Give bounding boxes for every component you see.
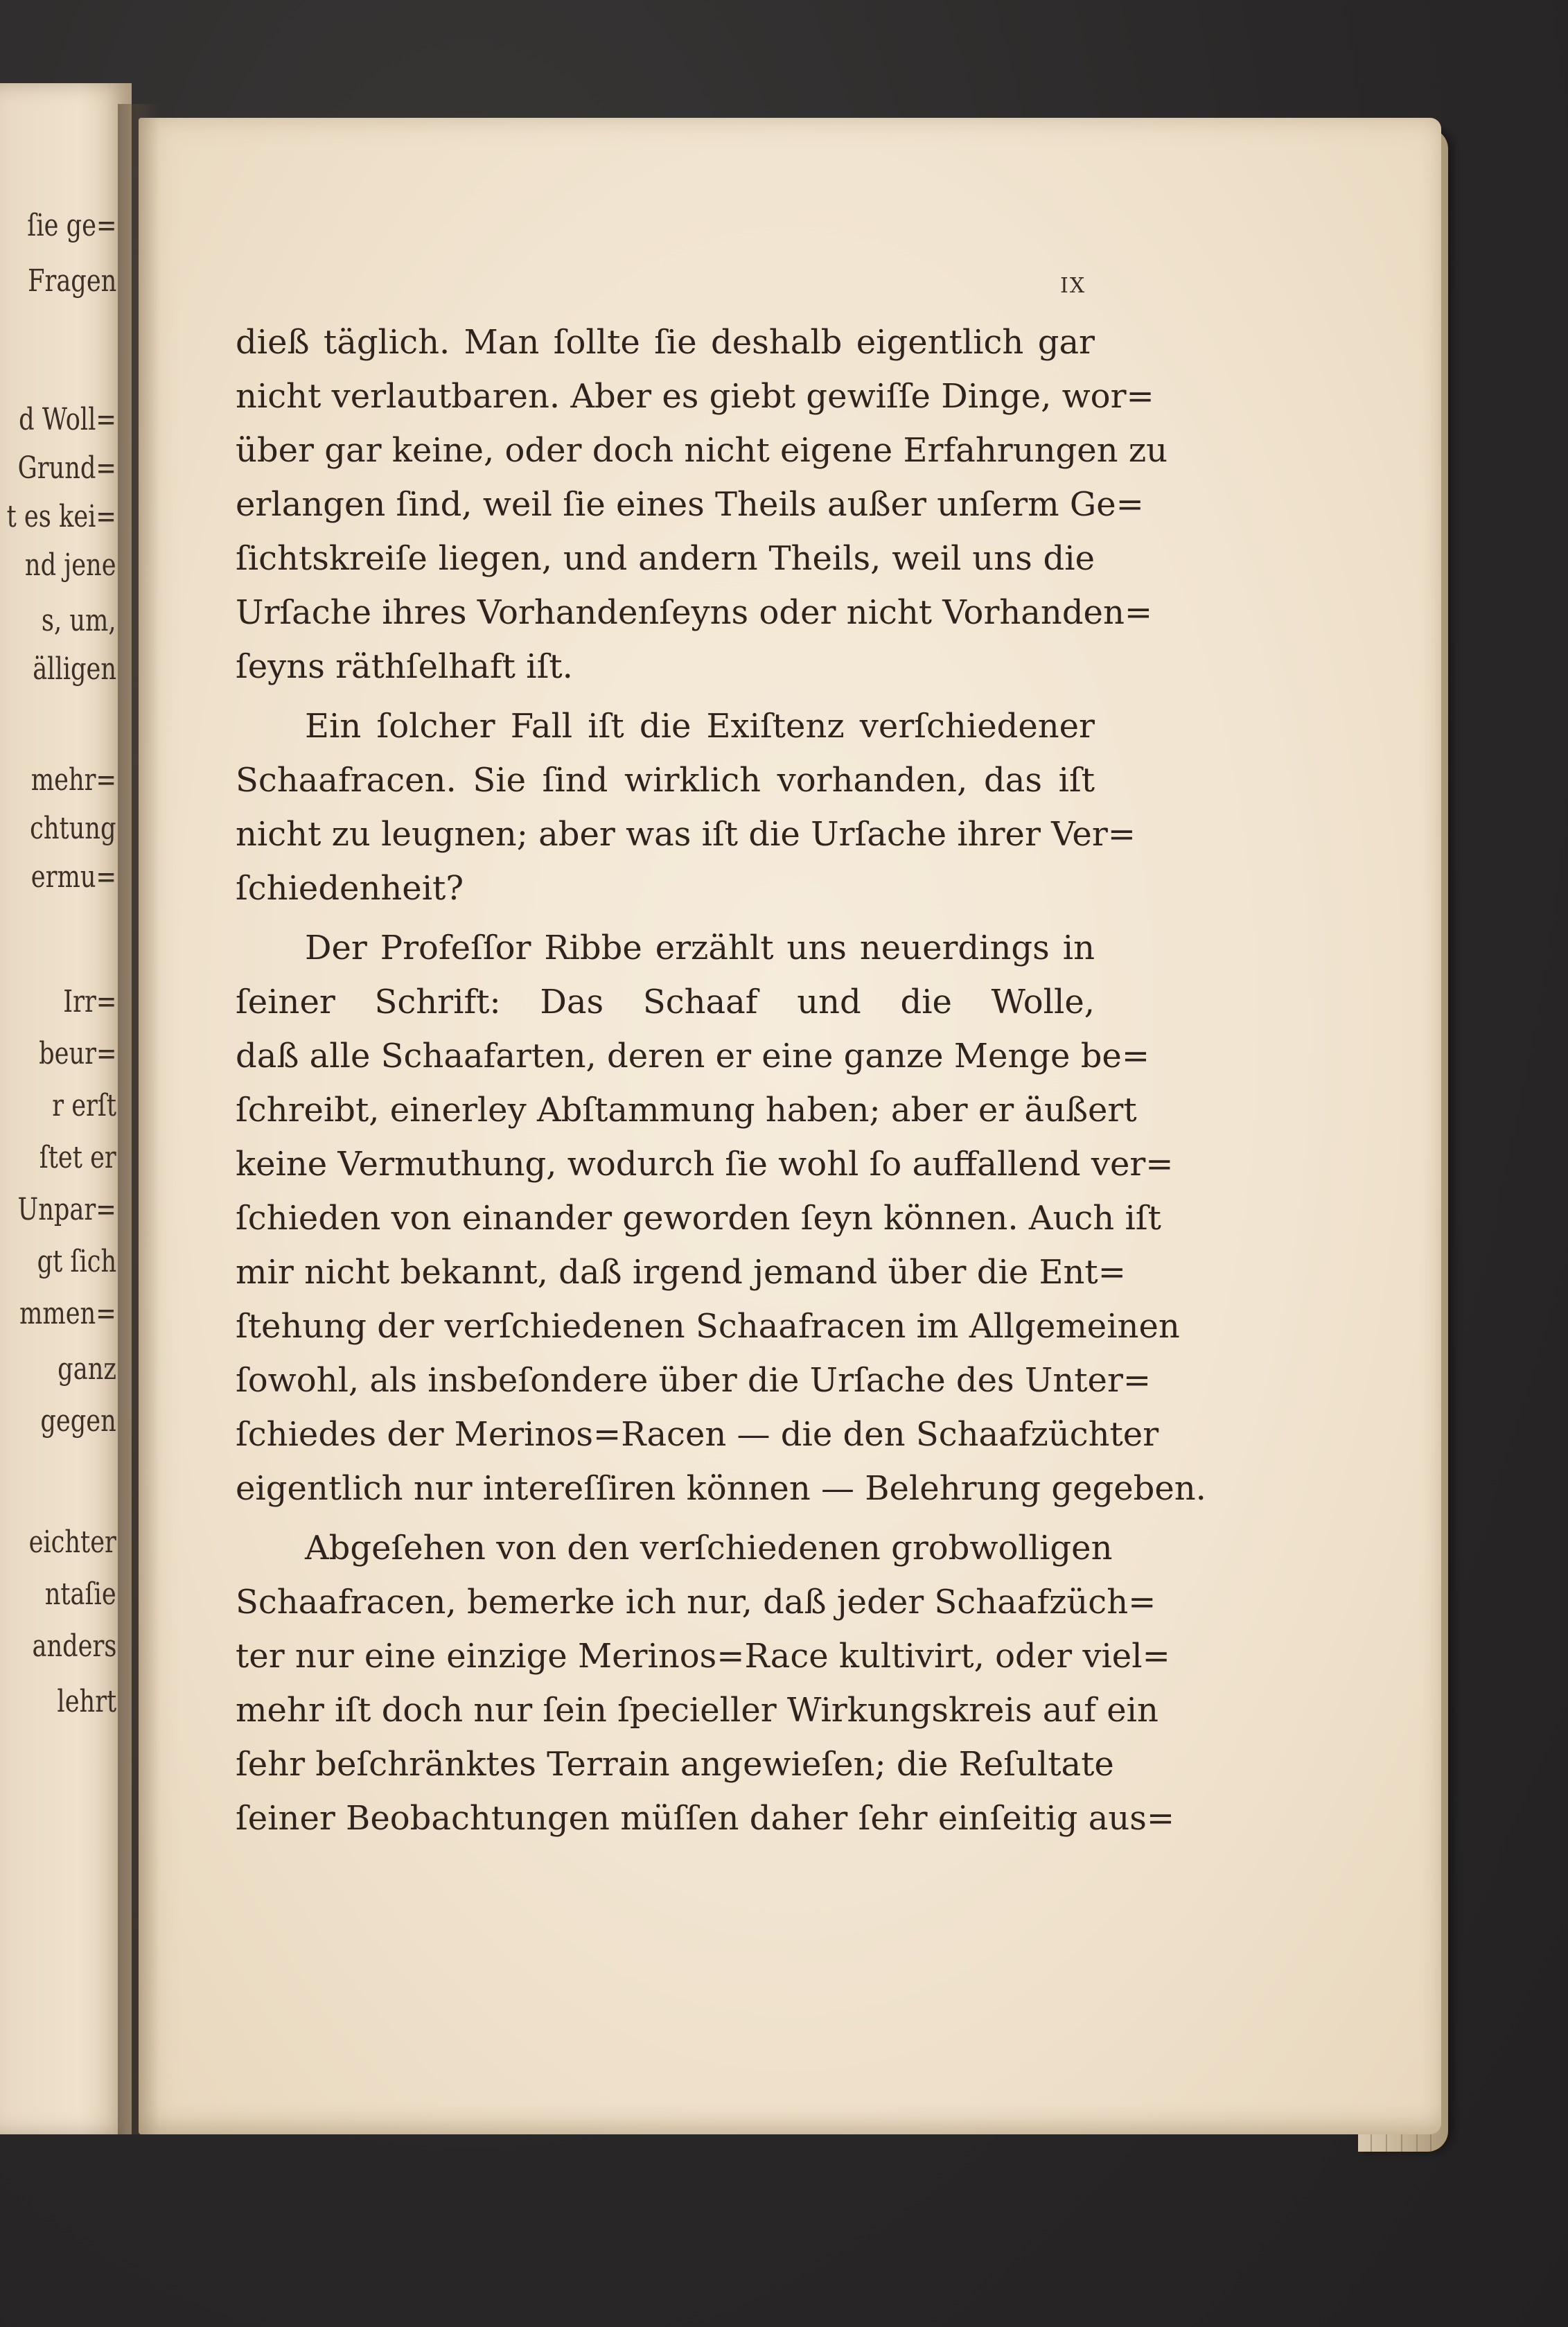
previous-page-text-fragment: anders (32, 1628, 116, 1664)
text-line: ſeiner Schrift: Das Schaaf und die Wolle, (236, 983, 1095, 1021)
previous-page-text-fragment: chtung (30, 811, 116, 846)
text-line: ſowohl, als insbeſondere über die Urſache des Unter= (236, 1361, 1152, 1400)
text-line: nicht verlautbaren. Aber es giebt gewiſſe Dinge, wor= (236, 377, 1154, 416)
previous-page-text-fragment: mmen= (19, 1296, 116, 1331)
text-line: Der Profeſſor Ribbe erzählt uns neuerdings in (305, 929, 1095, 967)
text-line: Schaafracen. Sie ſind wirklich vorhanden, das iſt (236, 761, 1095, 800)
body-text (236, 315, 1206, 1845)
text-line: erlangen ſind, weil ſie eines Theils außer unſerm Ge= (236, 485, 1144, 524)
previous-page-text-fragment: älligen (33, 651, 116, 687)
text-line: Urſache ihres Vorhandenſeyns oder nicht Vorhanden= (236, 593, 1153, 632)
text-line: daß alle Schaafarten, deren er eine ganze Menge be= (236, 1037, 1150, 1075)
text-line: über gar keine, oder doch nicht eigene Erfahrungen zu (236, 431, 1168, 470)
previous-page-text-fragment: gt ſich (37, 1244, 116, 1279)
text-line: ſehr beſchränktes Terrain angewieſen; die Reſultate (236, 1745, 1114, 1784)
text-line: mir nicht bekannt, daß irgend jemand über die Ent= (236, 1253, 1126, 1292)
text-line: Ein ſolcher Fall iſt die Exiſtenz verſchiedener (305, 707, 1095, 746)
previous-page-text-fragment: Grund= (17, 450, 116, 486)
previous-page-text-fragment: ganz (58, 1351, 116, 1387)
text-line: Schaafracen, bemerke ich nur, daß jeder Schaafzüch= (236, 1583, 1156, 1622)
previous-page-text-fragment: mehr= (30, 762, 116, 798)
previous-page-text-fragment: gegen (40, 1403, 116, 1439)
text-line: ſeiner Beobachtungen müſſen daher ſehr einſeitig aus= (236, 1799, 1175, 1838)
text-line: ſchieden von einander geworden ſeyn können. Auch iſt (236, 1199, 1161, 1238)
text-line: ſchiedes der Merinos=Racen — die den Schaafzüchter (236, 1415, 1159, 1454)
previous-page-text-fragment: Unpar= (17, 1192, 116, 1227)
previous-page-text-fragment: beur= (38, 1036, 116, 1071)
text-line: keine Vermuthung, wodurch ſie wohl ſo auffallend ver= (236, 1145, 1174, 1184)
previous-page-text-fragment: nd jene (25, 547, 116, 583)
previous-page-fragment (0, 83, 132, 2134)
previous-page-text-fragment: ermu= (30, 859, 116, 895)
text-line: ſchiedenheit? (236, 869, 464, 908)
text-line: mehr iſt doch nur ſein ſpecieller Wirkungskreis auf ein (236, 1691, 1159, 1730)
paragraph (236, 1521, 1175, 1845)
previous-page-text-fragment: d Woll= (19, 402, 116, 437)
previous-page-text-fragment: eichter (28, 1525, 116, 1560)
previous-page-text-fragment: lehrt (57, 1684, 116, 1719)
previous-page-text-fragment: Irr= (62, 984, 116, 1019)
previous-page-text-fragment: s, um, (42, 603, 116, 638)
previous-page-text-fragment: ntaſie (45, 1577, 116, 1612)
paragraph (236, 921, 1206, 1516)
paragraph (236, 315, 1168, 694)
previous-page-text-fragment: ſtet er (39, 1140, 116, 1175)
paragraph (236, 699, 1136, 915)
text-line: ſchreibt, einerley Abſtammung haben; aber er äußert (236, 1091, 1137, 1130)
previous-page-text-fragment: Fragen (27, 263, 116, 299)
previous-page-text-fragment: t es kei= (6, 499, 116, 534)
text-line: dieß täglich. Man ſollte ſie deshalb eigentlich gar (236, 323, 1095, 362)
text-line: ſichtskreiſe liegen, und andern Theils, weil uns die (236, 539, 1095, 578)
text-line: eigentlich nur intereſſiren können — Belehrung gegeben. (236, 1469, 1206, 1508)
text-line: ter nur eine einzige Merinos=Race kultivirt, oder viel= (236, 1637, 1170, 1676)
previous-page-text-fragment: r erſt (52, 1088, 116, 1123)
previous-page-text-fragment: ſie ge= (26, 208, 116, 243)
book-gutter-shadow (118, 104, 159, 2134)
page-number: IX (1060, 274, 1086, 298)
text-line: ſeyns räthſelhaft iſt. (236, 647, 573, 686)
text-line: Abgeſehen von den verſchiedenen grobwolligen (305, 1529, 1113, 1568)
text-line: ſtehung der verſchiedenen Schaafracen im Allgemeinen (236, 1307, 1180, 1346)
text-line: nicht zu leugnen; aber was iſt die Urſache ihrer Ver= (236, 815, 1136, 854)
